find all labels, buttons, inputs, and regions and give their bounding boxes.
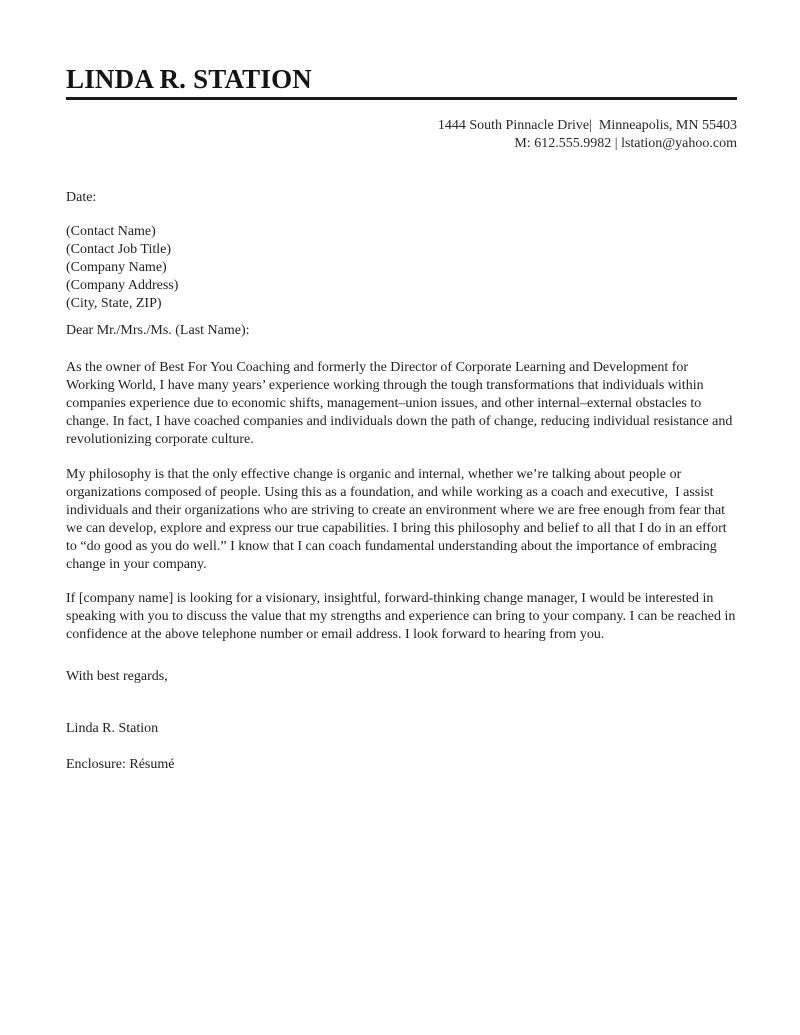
body-paragraph-3: If [company name] is looking for a visionary, insightful, forward-thinking change manager, I would be interested in speaking with you to discuss the value that my strengths and experience can bring to your company. I can be reached in confidence at the above telephone number or email address. I look forward to hearing from you. [66,591,739,642]
recipient-job-title: (Contact Job Title) [66,242,172,257]
body-paragraph-2: My philosophy is that the only effective change is organic and internal, whether we’re talking about people or organizations composed of people. Using this as a foundation, and while working as a coach and executive, I assist individuals and their organizations who are striving to create an environment where we are free enough from fear that we can develop, explore and express our true capabilities. I bring this philosophy and belief to all that I do in an effort to “do good as you do well.” I know that I can coach fundamental understanding about the importance of embracing change in your company. [66,467,731,572]
enclosure-line: Enclosure: Résumé [66,757,175,772]
contact-address-line: 1444 South Pinnacle Drive| Minneapolis, MN 55403 [437,118,737,133]
body-paragraph-1: As the owner of Best For You Coaching and formerly the Director of Corporate Learning and Development for Working World, I have many years’ experience working through the tough transformations that individuals within companies experience due to economic shifts, management–union issues, and other internal–external obstacles to change. In fact, I have coached companies and individuals down the path of change, reducing individual resistance and revolutionizing corporate culture. [66,360,736,447]
recipient-city-state-zip: (City, State, ZIP) [66,296,162,311]
letter-body [66,189,737,774]
recipient-block [66,223,737,313]
contact-phone-email-line: M: 612.555.9982 | lstation@yahoo.com [514,136,737,151]
salutation-line: Dear Mr./Mrs./Ms. (Last Name): [66,323,250,338]
letterhead-name: LINDA R. STATION [66,64,313,94]
letterhead-divider [66,97,737,100]
closing-line: With best regards, [66,669,168,684]
recipient-contact-name: (Contact Name) [66,224,156,239]
letterhead-contact [66,117,737,153]
recipient-company-address: (Company Address) [66,278,179,293]
letterhead [66,64,737,153]
date-line: Date: [66,190,97,205]
recipient-company-name: (Company Name) [66,260,167,275]
signature-name: Linda R. Station [66,721,159,736]
